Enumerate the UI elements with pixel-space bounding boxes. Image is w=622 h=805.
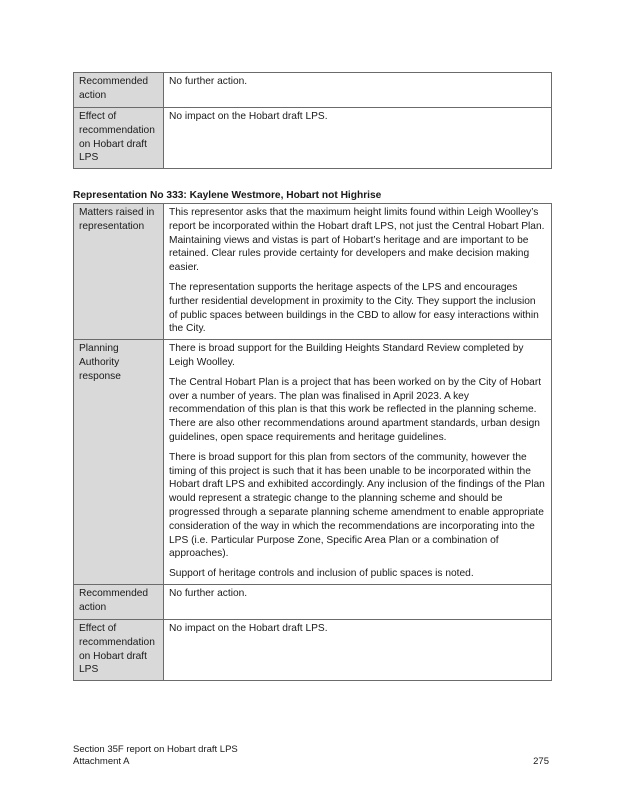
row-label: Effect of recommendation on Hobart draft LPS bbox=[74, 619, 164, 680]
row-content bbox=[164, 584, 552, 619]
row-content bbox=[164, 619, 552, 680]
row-label: Recommended action bbox=[74, 73, 164, 108]
representation-table bbox=[73, 203, 552, 681]
table-row bbox=[74, 204, 552, 340]
row-label: Matters raised in representation bbox=[74, 204, 164, 340]
table-row bbox=[74, 108, 552, 169]
paragraph: No further action. bbox=[169, 76, 248, 87]
representation-heading: Representation No 333: Kaylene Westmore, Hobart not Highrise bbox=[73, 190, 382, 201]
paragraph: No further action. bbox=[169, 587, 248, 599]
row-label: Planning Authority response bbox=[74, 340, 164, 585]
paragraph: There is broad support for the Building Heights Standard Review completed by Leigh Woolley. bbox=[169, 343, 524, 368]
paragraph: No impact on the Hobart draft LPS. bbox=[169, 622, 328, 634]
row-content bbox=[164, 340, 552, 585]
row-label: Effect of recommendation on Hobart draft LPS bbox=[74, 108, 164, 169]
paragraph: There is broad support for this plan from sectors of the community, however the timing of this project is such that it has been unable to be incorporated within the Hobart draft LPS and exhibited accordingly. Any inclusion of the findings of the Plan would represent a strategic change to the planning scheme and should be progressed through a separate planning scheme amendment to enable appropriate consideration of the way in which the recommendations are incorporating into the LPS (i.e. Particular Purpose Zone, Specific Area Plan or a combination of approaches). bbox=[169, 451, 545, 560]
paragraph: This representor asks that the maximum height limits found within Leigh Woolley’s report be incorporated within the Hobart draft LPS, not just the Central Hobart Plan. Maintaining views and vistas is part of Hobart’s heritage and are important to be retained. Clear rules provide certainty for developers and make decision making easier. bbox=[169, 207, 545, 274]
row-content bbox=[164, 108, 552, 169]
paragraph: No impact on the Hobart draft LPS. bbox=[169, 111, 328, 122]
table-row bbox=[74, 619, 552, 680]
table-row bbox=[74, 73, 552, 108]
paragraph: The Central Hobart Plan is a project that has been worked on by the City of Hobart over a number of years. The plan was finalised in April 2023. A key recommendation of this plan is that this work be reflected in the planning scheme. There are also other recommendations around apartment standards, urban design guidelines, open space requirements and heritage guidelines. bbox=[169, 376, 542, 443]
paragraph: The representation supports the heritage aspects of the LPS and encourages further residential development in proximity to the City. They support the inclusion of public spaces between buildings in the CBD to allow for easy interactions within the City. bbox=[169, 281, 539, 335]
page-number: 275 bbox=[533, 756, 549, 767]
paragraph: Support of heritage controls and inclusion of public spaces is noted. bbox=[169, 568, 474, 580]
row-content bbox=[164, 73, 552, 108]
row-content bbox=[164, 204, 552, 340]
row-label: Recommended action bbox=[74, 584, 164, 619]
table-row bbox=[74, 340, 552, 585]
recommendation-table-top bbox=[73, 72, 552, 169]
footer-attachment: Attachment A bbox=[73, 756, 130, 767]
table-row bbox=[74, 584, 552, 619]
page-footer bbox=[73, 744, 552, 768]
footer-report-title: Section 35F report on Hobart draft LPS bbox=[73, 744, 238, 755]
